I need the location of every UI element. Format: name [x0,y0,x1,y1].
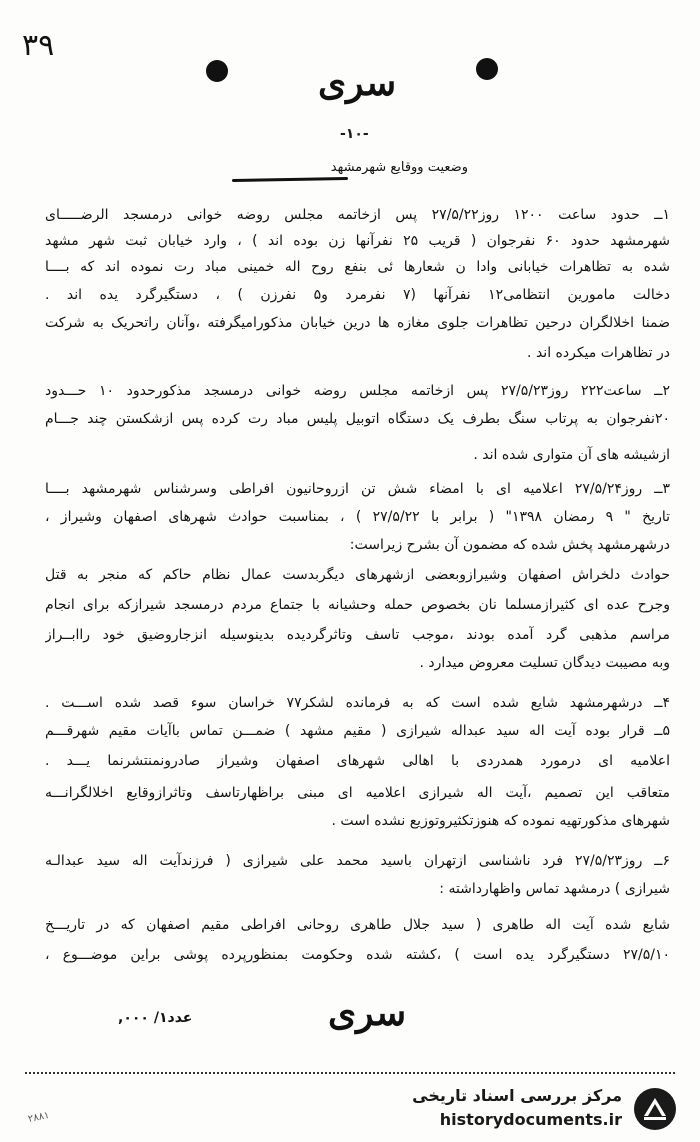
serial-number: عدد۱/ ۰۰۰, [118,1010,193,1026]
body-line: شهرهای مذکورتهیه نموده که هنوزتکثیروتوزیع نشده است . [331,813,670,829]
archive-logo-icon [632,1086,678,1132]
body-line: شده به تظاهرات خیابانی وادا ن شعارها ئی بنفع روح اله خمینی مباد رت نموده اند که بــــا [45,259,670,275]
subject-line: وضعیت ووقایع شهرمشهد [330,160,468,175]
margin-note: ۲۸۸۱ [27,1109,51,1126]
body-line: متعاقب این تصمیم ،آیت اله شیرازی اعلامیه ای مبنی براظهارتاسف وتاثرازوقایع اخلالگرانـــه [45,785,670,801]
body-line: ۲۷/۵/۱۰ دستگیرگرد یده است ) ،کشته شده وحکومت بمنظورپرده پوشی براین موضـــوع ، [45,947,670,963]
archive-brand-url: historydocuments.ir [439,1110,622,1129]
body-line: حوادث دلخراش اصفهان وشیرازوبعضی ازشهرهای دیگربدست عمال نظام حاکم که منجر به قتل [45,567,670,583]
classification-stamp-top: سری [318,62,397,104]
body-line: ضمنا اخلالگران درحین تظاهرات جلوی مغازه ها درین خیابان مذکوراميگرفته ،وآنان راتحريک به شرکت [45,315,670,331]
page-number: ۳۹ [22,28,55,63]
body-line: شهرمشهد حدود ۶۰ نفرجوان ( قریب ۲۵ نفرآنها زن بوده اند ) ، وارد خیابان ثبت شهر مشهد [45,233,670,249]
body-line: شایع شده آیت اله طاهری ( سید جلال طاهری روحانی افراطی مقیم اصفهان که در تاریـــخ [45,917,670,933]
body-line: وجرح عده ای کثیرازمسلما نان بخصوص حمله وحشیانه با جتماع مردم درمسجد شیرازکه برای انجام [45,597,670,613]
body-line: مراسم مذهبی گرد آمده بودند ،موجب تاسف وتاثرگردیده بدینوسیله انزجاروضیق خود راابــراز [45,627,670,643]
body-line: اعلامیه ای درمورد همدردی با اهالی شهرهای اصفهان وشیراز صادرونمنتشرنما یـــد . [45,753,670,769]
item-number: -۱۰- [340,126,369,142]
subject-underline [232,177,348,182]
body-line: ۲ــ ساعت۲۲۲ روز۲۷/۵/۲۳ پس ازخاتمه مجلس روضه خوانی درمسجد مذکورحدود ۱۰ حـــدود [45,383,670,399]
body-line: ۲۰نفرجوان به پرتاب سنگ بطرف یک دستگاه اتوبیل پلیس مباد رت کرده پس ازشکستن چند جـــام [45,411,670,427]
body-line: شیرازی ) درمشهد تماس واظهارداشته : [439,881,670,897]
body-line: وبه مصیبت دیدگان تسلیت معروض میدارد . [419,655,670,671]
body-line: در تظاهرات ميکرده اند . [527,345,670,361]
body-line: ازشیشه های آن متواری شده اند . [473,447,670,463]
classification-stamp-bottom: سری [328,992,407,1034]
body-line: ۳ــ روز۲۷/۵/۲۴ اعلامیه ای با امضاء شش تن ازروحانیون افراطی وسرشناس شهرمشهد بــــا [45,481,670,497]
archive-brand-name: مرکز بررسی اسناد تاریخی [412,1086,622,1105]
body-line: ۱ــ حدود ساعت ۱۲۰۰ روز۲۷/۵/۲۲ پس ازخاتمه مجلس روضه خوانی درمسجد الرضـــــای [45,207,670,223]
body-line: درشهرمشهد پخش شده که مضمون آن بشرح زیراست: [349,537,670,553]
body-line: دخالت مامورین انتظامی۱۲ نفرآنها (۷ نفرمرد و۵ نفرزن ) ، دستگیرگرد یده اند . [45,287,670,303]
body-line: تاریخ " ۹ رمضان ۱۳۹۸" ( برابر با ۲۷/۵/۲۲ ) ، بمناسبت حوادث شهرهای اصفهان وشیراز ، [45,509,670,525]
punch-hole-right [476,58,498,80]
footer-rule [25,1072,675,1074]
body-line: ۶ــ روز۲۷/۵/۲۳ فرد ناشناسی ازتهران باسید محمد علی شیرازی ( فرزندآیت اله سید عبدالـه [45,853,670,869]
punch-hole-left [206,60,228,82]
body-line: ۵ــ قرار بوده آیت اله سید عبداله شیرازی ( مقیم مشهد ) ضمـــن تماس باآیات مقیم شهرقـــم [45,723,670,739]
body-line: ۴ــ درشهرمشهد شایع شده است که به فرمانده لشکر۷۷ خراسان سوء قصد شده اســـت . [45,695,670,711]
